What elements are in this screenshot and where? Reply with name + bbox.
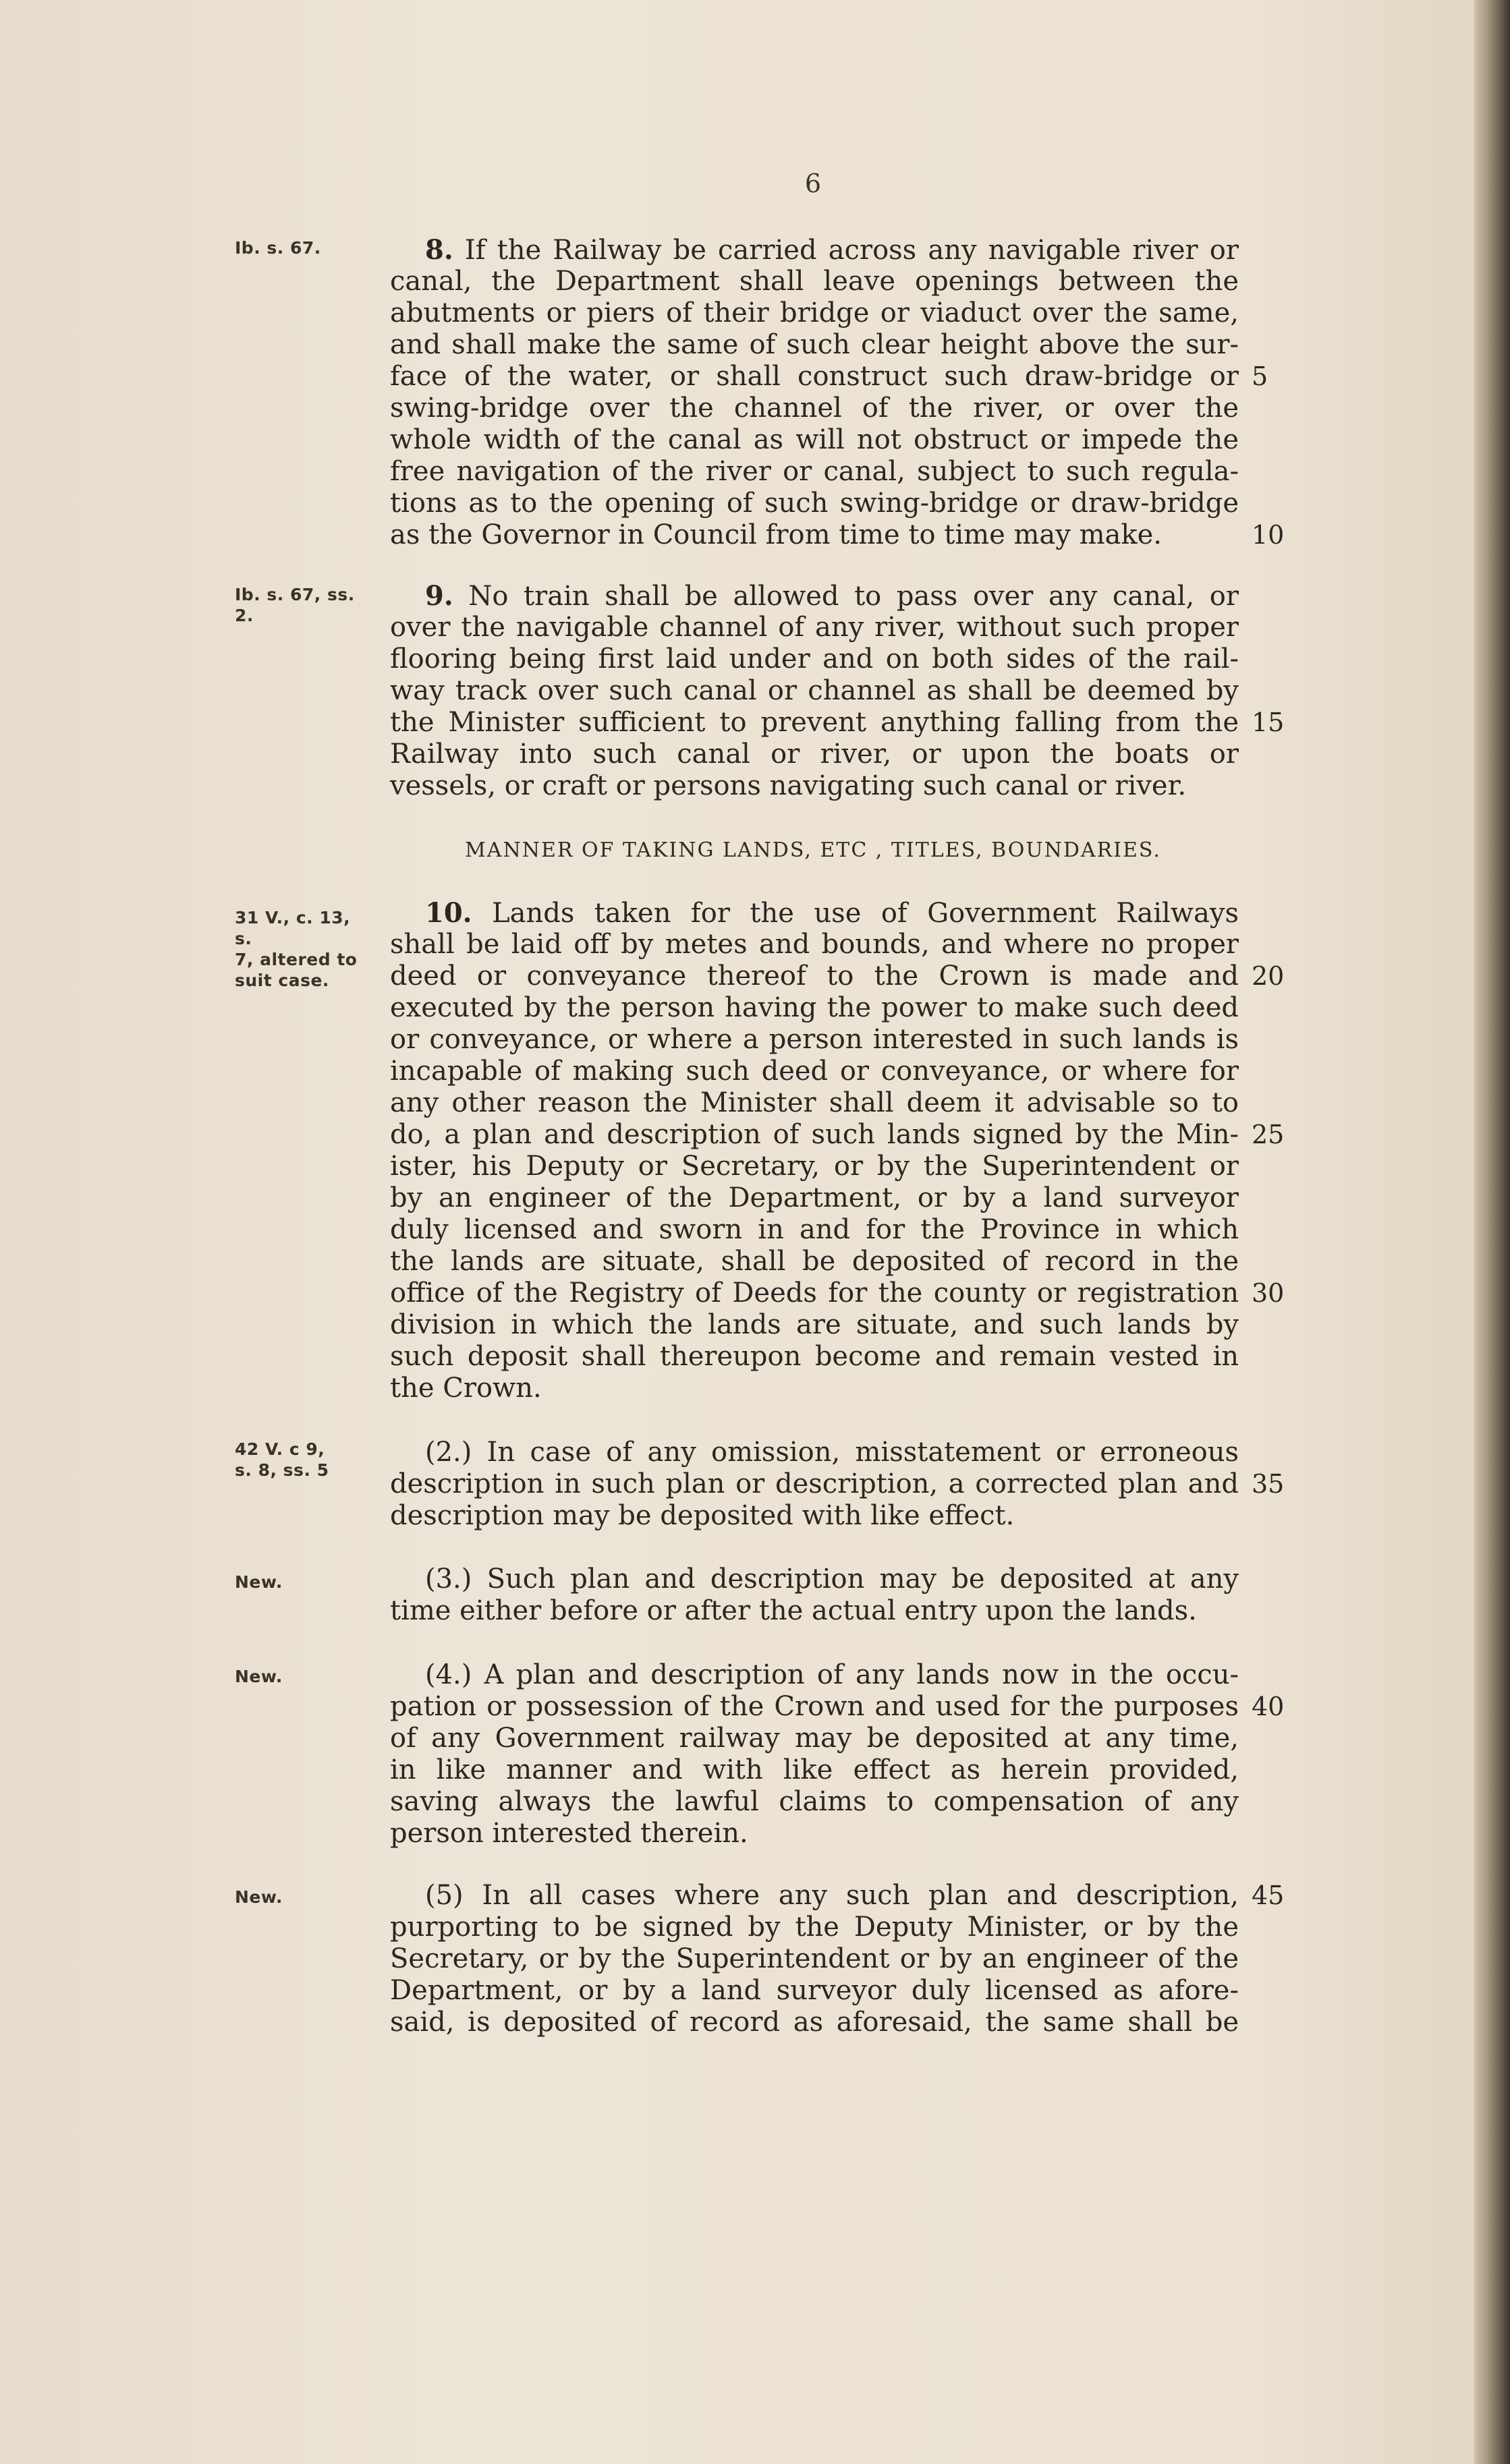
text-line: said, is deposited of record as aforesaid, the same shall be (390, 2007, 1239, 2038)
text-line: pation or possession of the Crown and used for the purposes (390, 1691, 1239, 1722)
page-binding-edge (1474, 0, 1510, 2464)
line-number: 15 (1252, 708, 1285, 737)
text-line: of any Government railway may be deposited at any time, (390, 1723, 1239, 1754)
margin-note-s10-4: New. (235, 1667, 283, 1686)
text-line: (2.) In case of any omission, misstatement or erroneous (425, 1437, 1239, 1468)
text-line: whole width of the canal as will not obstruct or impede the (390, 424, 1239, 455)
text-line: as the Governor in Council from time to time may make. (390, 519, 1162, 550)
text-line: any other reason the Minister shall deem it advisable so to (390, 1087, 1239, 1118)
section-9 (390, 580, 1239, 802)
text-line: office of the Registry of Deeds for the county or registration (390, 1278, 1239, 1309)
section-number: 8. (425, 234, 453, 266)
line-number: 20 (1252, 961, 1285, 991)
line-number: 10 (1252, 520, 1285, 550)
text-line: the Crown. (390, 1373, 542, 1404)
line-number: 5 (1252, 362, 1268, 391)
text-line: Secretary, or by the Superintendent or by an engineer of the (390, 1943, 1239, 1974)
page-number: 6 (804, 169, 822, 198)
text-line: such deposit shall thereupon become and remain vested in (390, 1341, 1239, 1372)
line-number: 35 (1252, 1469, 1285, 1499)
line-number: 40 (1252, 1692, 1285, 1721)
text-line: duly licensed and sworn in and for the Province in which (390, 1214, 1239, 1245)
text-line: (3.) Such plan and description may be deposited at any (425, 1564, 1239, 1595)
text-line: way track over such canal or channel as shall be deemed by (390, 675, 1239, 706)
text-line: or conveyance, or where a person interested in such lands is (390, 1024, 1239, 1055)
margin-note-s10-5: New. (235, 1887, 283, 1907)
text-line: 10. Lands taken for the use of Government Railways (425, 897, 1239, 929)
line-number: 30 (1252, 1278, 1285, 1308)
text-line: the lands are situate, shall be deposited of record in the (390, 1246, 1239, 1277)
margin-note-s9: Ib. s. 67, ss. 2. (235, 585, 355, 625)
text-line: shall be laid off by metes and bounds, and where no proper (390, 929, 1239, 960)
section-number: 9. (425, 580, 453, 612)
text-line: flooring being first laid under and on both sides of the rail- (390, 643, 1239, 675)
text-line: executed by the person having the power to make such deed (390, 992, 1239, 1023)
subsection-3 (390, 1564, 1239, 1627)
text-line: canal, the Department shall leave openings between the (390, 266, 1239, 297)
text-line: 9. No train shall be allowed to pass over any canal, or (425, 580, 1239, 612)
text-line: abutments or piers of their bridge or viaduct over the same, (390, 297, 1239, 328)
section-heading: MANNER OF TAKING LANDS, ETC , TITLES, BOUNDARIES. (465, 838, 1161, 862)
line-number: 25 (1252, 1120, 1285, 1149)
text-line: and shall make the same of such clear height above the sur- (390, 329, 1239, 360)
text-line: over the navigable channel of any river, without such proper (390, 612, 1239, 643)
margin-note-s10-3: New. (235, 1572, 283, 1592)
text-line: description may be deposited with like effect. (390, 1500, 1015, 1531)
text-line: saving always the lawful claims to compensation of any (390, 1786, 1239, 1817)
text-line: Railway into such canal or river, or upon the boats or (390, 739, 1239, 770)
margin-note-s8: Ib. s. 67. (235, 238, 321, 258)
text-line: 8. If the Railway be carried across any navigable river or (425, 234, 1239, 266)
text-line: free navigation of the river or canal, subject to such regula- (390, 456, 1239, 487)
text-line: description in such plan or description, a corrected plan and (390, 1468, 1239, 1499)
text-line: ister, his Deputy or Secretary, or by the Superintendent or (390, 1151, 1239, 1182)
section-8 (390, 234, 1239, 551)
section-number: 10. (425, 897, 472, 929)
text-line: deed or conveyance thereof to the Crown is made and (390, 961, 1239, 992)
text-line: the Minister sufficient to prevent anything falling from the (390, 707, 1239, 738)
text-line: vessels, or craft or persons navigating such canal or river. (390, 770, 1187, 801)
line-number: 45 (1252, 1881, 1285, 1910)
text-line: person interested therein. (390, 1818, 748, 1849)
text-line: face of the water, or shall construct such draw-bridge or (390, 361, 1239, 392)
text-line: (5) In all cases where any such plan and description, (425, 1880, 1239, 1911)
text-line: incapable of making such deed or conveyance, or where for (390, 1056, 1239, 1087)
subsection-2 (390, 1437, 1239, 1532)
subsection-4 (390, 1659, 1239, 1850)
text-line: tions as to the opening of such swing-bridge or draw-bridge (390, 488, 1239, 519)
text-line: in like manner and with like effect as herein provided, (390, 1754, 1239, 1785)
text-line: do, a plan and description of such lands signed by the Min- (390, 1119, 1239, 1150)
text-line: (4.) A plan and description of any lands now in the occu- (425, 1659, 1239, 1690)
margin-note-s10: 31 V., c. 13, s. 7, altered to suit case. (235, 908, 358, 990)
text-line: division in which the lands are situate, and such lands by (390, 1309, 1239, 1340)
text-line: time either before or after the actual entry upon the lands. (390, 1595, 1197, 1626)
text-line: swing-bridge over the channel of the river, or over the (390, 393, 1239, 424)
section-10 (390, 897, 1239, 1404)
text-line: purporting to be signed by the Deputy Minister, or by the (390, 1912, 1239, 1943)
text-line: Department, or by a land surveyor duly licensed as afore- (390, 1975, 1239, 2006)
text-line: by an engineer of the Department, or by a land surveyor (390, 1182, 1239, 1213)
subsection-5 (390, 1880, 1239, 2038)
margin-note-s10-2: 42 V. c 9, s. 8, ss. 5 (235, 1439, 329, 1480)
